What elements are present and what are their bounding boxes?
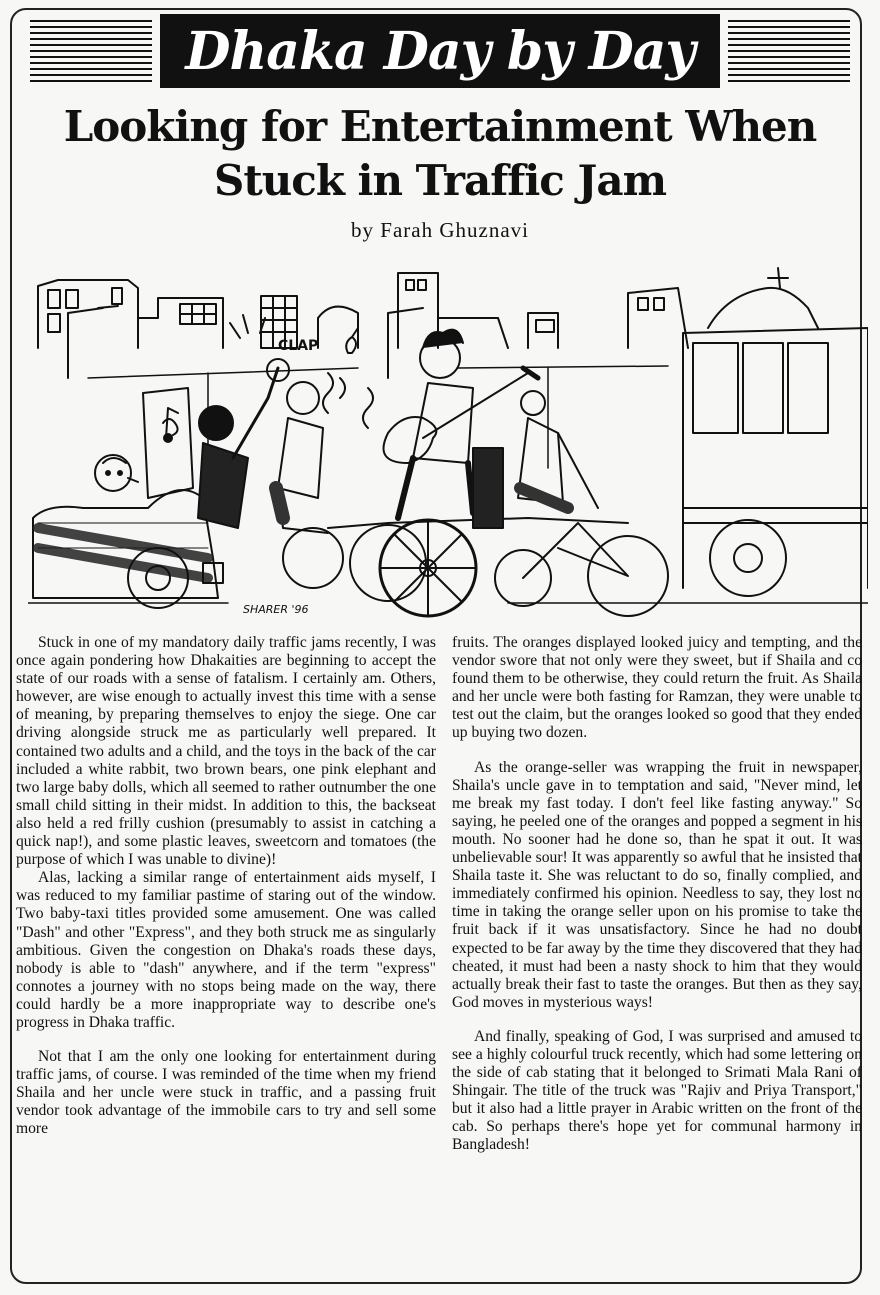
car	[33, 455, 223, 608]
column-banner	[30, 14, 850, 92]
paragraph: And finally, speaking of God, I was surprised and amused to see a highly colourful truck recently, which had some lettering on the side of cab stating that it belonged to Srimati Mala Rani of Shingair. The title of the truck was "Rajiv and Priya Transport," but it also had a little prayer in Arabic written on the front of the cab. So perhaps there's hope yet for communal harmony in Bangladesh!	[452, 1027, 862, 1154]
headline	[20, 100, 860, 208]
clap-label: CLAP	[278, 338, 319, 354]
building-skyline	[38, 268, 818, 378]
headline-line-2: Stuck in Traffic Jam	[213, 156, 667, 205]
paragraph: Not that I am the only one looking for entertainment during traffic jams, of course. I was reminded of the time when my friend Shaila and her uncle were stuck in traffic, and a passing fruit vendor took advantage of the immobile cars to try and sell some more	[16, 1048, 436, 1138]
rickshaw-passengers	[143, 359, 328, 533]
cartoonist-signature: SHARER '96	[243, 603, 309, 616]
paragraph: Alas, lacking a similar range of entertainment aids myself, I was reduced to my familiar pastime of staring out of the window. Two baby-taxi titles provided some amusement. One was called "Dash" and other "Express", and they both struck me as singularly ambitious. Given the congestion on Dhaka's roads these days, nobody is able to "dash" anywhere, and if the term "express" connotes a journey with no stops being made on the way, there could hardly be a more inappropriate way to describe one's progress in Dhaka traffic.	[16, 869, 436, 1031]
cyclist	[495, 391, 668, 616]
column-title: Dhaka Day by Day	[185, 20, 695, 82]
guitar-player	[384, 330, 539, 528]
article-column-1	[16, 634, 436, 1139]
headline-line-1: Looking for Entertainment When	[63, 102, 817, 151]
article-column-2	[452, 634, 862, 1155]
paragraph: Stuck in one of my mandatory daily traffic jams recently, I was once again pondering how Dhakaities are beginning to accept the state of our roads with a sense of fatalism. I certainly am. Others, however, are wise enough to actually invest this time with a sense of meaning, by preparing themselves to enjoy the siege. One car driving alongside struck me as particularly well prepared. It contained two adults and a child, and the toys in the back of the car included a white rabbit, two brown bears, one pink elephant and two large baby dolls, which all seemed to rather outnumber the one small child sitting in their midst. In addition to this, the backseat also held a red frilly cushion (presumably to assist in catching a quick nap!), and some plastic leaves, sweetcorn and tomatoes (the purpose of which I was unable to divine)!	[16, 634, 436, 869]
paragraph: As the orange-seller was wrapping the fruit in newspaper, Shaila's uncle gave in to temptation and said, "Never mind, let me break my fast today. I don't feel like fasting anyway." So saying, he peeled one of the oranges and popped a segment in his mouth. No sooner had he done so, than he spat it out. It was unbelievable sour! It was apparently so awful that he insisted that Shaila taste it. She was reluctant to do so, finally complied, and immediately confirmed his opinion. Needless to say, they lost no time in taking the orange seller upon on his promise to take the fruit back if it was unsatisfactory. Since he had no doubt expected to be far away by the time they discovered that they had cheated, it must had been a nasty shock to him that they would actually break their fast to taste the oranges. But then as they say, God moves in mysterious ways!	[452, 758, 862, 1011]
banner-rule-right	[728, 20, 850, 82]
traffic-jam-cartoon	[28, 258, 868, 630]
paragraph: fruits. The oranges displayed looked juicy and tempting, and the vendor swore that not only were they sweet, but if Shaila and co found them to be otherwise, they could return the fruit. As Shaila and her uncle were both fasting for Ramzan, they were unable to test out the claim, but the oranges looked so good that they ended up buying two dozen.	[452, 634, 862, 742]
bus	[683, 328, 868, 596]
byline: by Farah Ghuznavi	[351, 218, 529, 242]
banner-box	[160, 14, 720, 88]
banner-rule-left	[30, 20, 152, 82]
rickshaw-wheels	[283, 518, 628, 616]
